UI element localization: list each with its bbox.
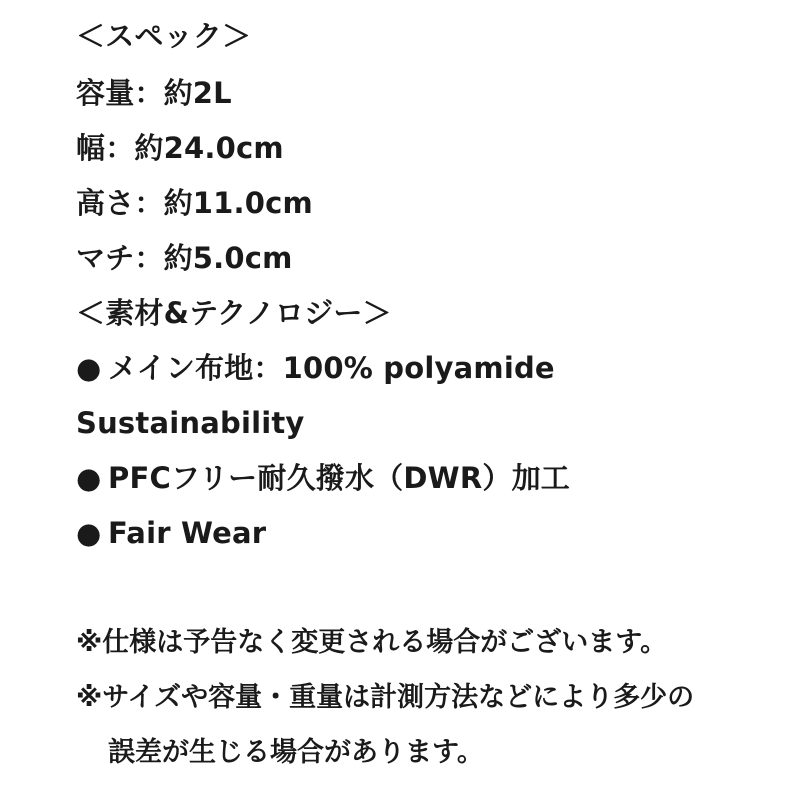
list-item-pfc-free (76, 460, 570, 496)
note-spec-change: ※仕様は予告なく変更される場合がございます。 (76, 627, 668, 658)
sustainability-label: Sustainability (76, 406, 305, 440)
main-fabric-text: メイン布地：100% polyamide (108, 351, 555, 385)
bullet-icon: ● (76, 461, 102, 495)
list-item-main-fabric (76, 350, 555, 386)
spec-height: 高さ：約11.0cm (76, 186, 313, 220)
spec-capacity: 容量：約2L (76, 76, 232, 110)
note-measurement: ※サイズや容量・重量は計測方法などにより多少の (76, 682, 695, 713)
spec-heading: ＜スペック＞ (76, 19, 252, 53)
spec-gusset: マチ：約5.0cm (76, 241, 293, 275)
note-measurement-cont: 誤差が生じる場合があります。 (108, 737, 484, 768)
bullet-icon: ● (76, 351, 102, 385)
list-item-fair-wear (76, 515, 266, 551)
pfc-free-text: PFCフリー耐久撥水（DWR）加工 (108, 461, 570, 495)
materials-heading: ＜素材&テクノロジー＞ (76, 296, 392, 330)
fair-wear-text: Fair Wear (108, 516, 267, 550)
bullet-icon: ● (76, 516, 102, 550)
spec-width: 幅：約24.0cm (76, 131, 284, 165)
